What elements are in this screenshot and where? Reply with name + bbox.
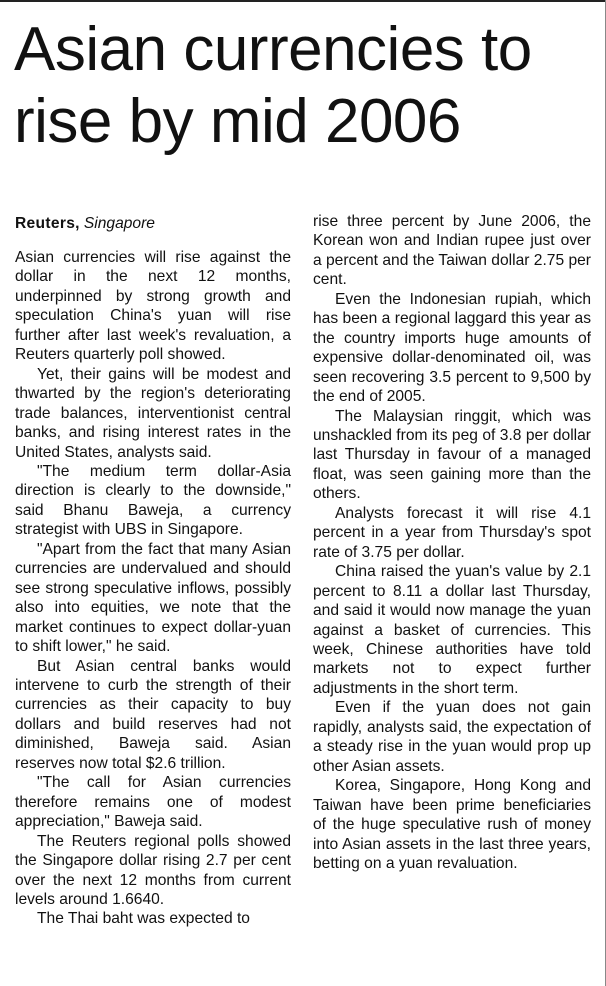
paragraph: Even the Indonesian rupiah, which has been a regional laggard this year as the country imports huge amounts of expensive dollar-denominated oil, was seen recovering 3.5 percent to 9,500 by the end of 2005. <box>313 290 591 406</box>
paragraph: The Reuters regional polls showed the Singapore dollar rising 2.7 per cent over the next 12 months from current levels around 1.6640. <box>15 832 291 908</box>
paragraph: Asian currencies will rise against the dollar in the next 12 months, underpinned by strong growth and speculation China's yuan will rise further after last week's revaluation, a Reuters quarterly poll showed. <box>15 249 291 364</box>
paragraph: Analysts forecast it will rise 4.1 percent in a year from Thursday's spot rate of 3.75 per dollar. <box>313 504 591 561</box>
paragraph: The Thai baht was expected to <box>37 910 250 928</box>
paragraph: Korea, Singapore, Hong Kong and Taiwan have been prime beneficiaries of the huge speculative rush of money into Asian assets in the last three years, betting on a yuan revaluation. <box>313 777 591 872</box>
byline-location: Singapore <box>83 215 155 232</box>
paragraph: Even if the yuan does not gain rapidly, analysts said, the expectation of a steady rise in the yuan would prop up other Asian assets. <box>313 699 591 775</box>
paragraph: The Malaysian ringgit, which was unshackled from its peg of 3.8 per dollar last Thursday in favour of a managed float, was seen gaining more than the others. <box>313 407 591 503</box>
paragraph: "Apart from the fact that many Asian currencies are undervalued and should see strong speculative inflows, possibly also into equities, we note that the market continues to expect dollar-yuan to shift lower," he said. <box>15 540 291 656</box>
byline-agency: Reuters <box>15 215 76 232</box>
paragraph: "The medium term dollar-Asia direction is clearly to the downside," said Bhanu Baweja, a currency strategist with UBS in Singapore. <box>15 462 291 539</box>
top-rule <box>0 0 606 2</box>
right-column <box>313 212 591 873</box>
paragraph: "The call for Asian currencies therefore remains one of modest appreciation," Baweja said. <box>15 774 291 831</box>
byline-separator: , <box>75 215 80 232</box>
left-column <box>15 214 291 929</box>
paragraph: Yet, their gains will be modest and thwarted by the region's deteriorating trade balances, interventionist central banks, and rising interest rates in the United States, analysts said. <box>15 365 291 461</box>
headline: Asian currencies to rise by mid 2006 <box>14 15 532 156</box>
paragraph: China raised the yuan's value by 2.1 percent to 8.11 a dollar last Thursday, and said it would now manage the yuan against a basket of currencies. This week, Chinese authorities have told markets not to expect further adjustments in the short term. <box>313 563 591 697</box>
byline <box>15 214 291 233</box>
paragraph-continued: rise three percent by June 2006, the Korean won and Indian rupee just over a percent and the Taiwan dollar 2.75 per cent. <box>313 213 591 289</box>
paragraph: But Asian central banks would intervene to curb the strength of their currencies as their capacity to buy dollars and build reserves had not diminished, Baweja said. Asian reserves now total $2.6 trillion. <box>15 657 291 772</box>
